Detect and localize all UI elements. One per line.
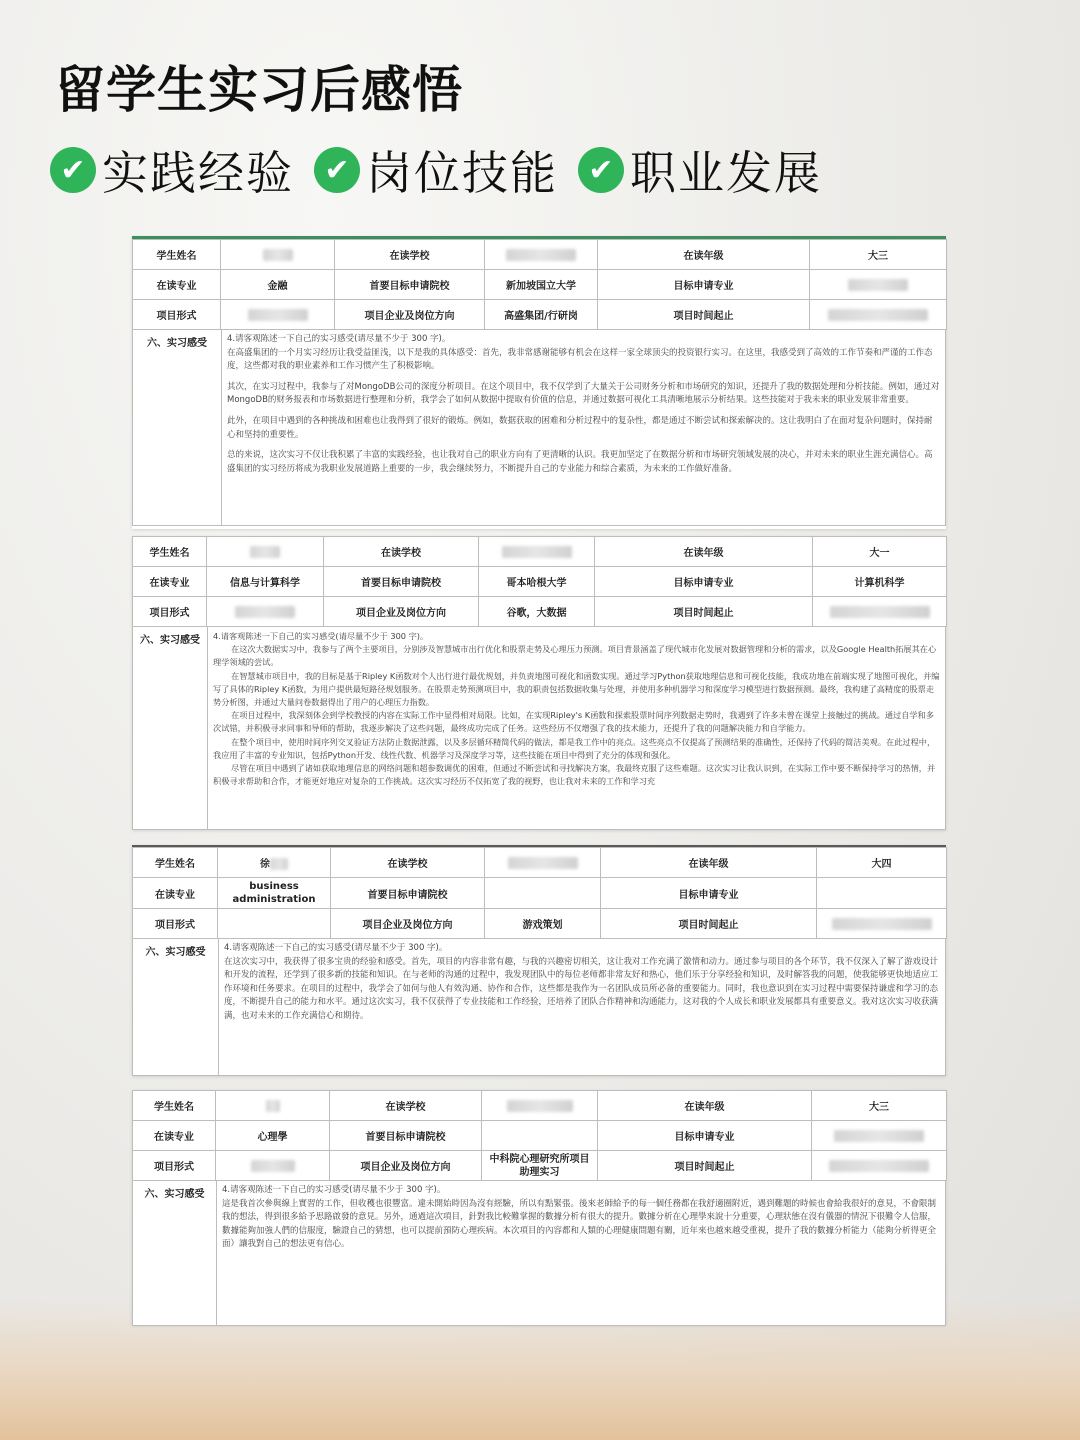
student-name-label: 学生姓名 [133,848,218,878]
section-label: 六、实习感受 [133,330,222,525]
paragraph: 在智慧城市项目中，我的目标是基于Ripley K函数对个人出行进行最优规划，并负责地图可视化和函数实现。通过学习Python获取地理信息和可视化技能，我成功地在前端实现了地图可视化，并编写了具体的Ripley K函数，为用户提供最短路径规划服务。在股票走势预测项目中，我的职责包括数据收集与处理，并使用多种机器学习和深度学习模型进行数据预测。最终，我构建了高精度的股票走势分析图，并通过大量问卷数据得出了用户的心理压力指数。 [213,670,940,708]
internship-feeling-section [132,627,946,830]
major-value: 信息与计算科学 [207,567,324,597]
grade-label: 在读年级 [595,537,813,567]
target-school-label: 首要目标申请院校 [335,270,485,300]
paragraph: 总的来说，这次实习不仅让我积累了丰富的实践经验，也让我对自己的职业方向有了更清晰的认识。我更加坚定了在数据分析和市场研究领域发展的决心，并对未来的职业生涯充满信心。高盛集团的实习经历将成为我职业发展道路上重要的一步，我会继续努力，不断提升自己的专业能力和综合素质，为未来的工作做好准备。 [227,450,933,474]
major-label: 在读专业 [133,270,221,300]
tag-label: 职业发展 [630,146,822,200]
target-major-value [817,878,947,909]
major-label: 在读专业 [133,878,218,909]
check-icon: ✔ [50,147,96,193]
paragraph: 在这次大数据实习中，我参与了两个主要项目，分别涉及智慧城市出行优化和股票走势及心理压力预测。项目背景涵盖了现代城市化发展对数据管理和分析的需求，以及Google Health拓展其在心理学领域的尝试。 [213,644,937,668]
school-value [485,848,601,878]
grade-label: 在读年级 [601,848,817,878]
prompt-text: 4.请客观陈述一下自己的实习感受(请尽量不少于 300 字)。 [213,631,429,641]
student-name-label: 学生姓名 [133,537,207,567]
grade-value: 大一 [813,537,947,567]
internship-feeling-section [132,330,946,526]
prompt-text: 4.请客观陈述一下自己的实习感受(请尽量不少于 300 字)。 [222,1185,446,1195]
target-major-label: 目标申请专业 [598,270,810,300]
redacted-mark [508,857,578,869]
student-name-value [221,240,335,270]
project-type-label: 项目形式 [133,597,207,627]
student-info-table [132,847,947,939]
time-label: 项目时间起止 [598,1151,812,1181]
company-label: 项目企业及岗位方向 [324,597,479,627]
target-major-label: 目标申请专业 [595,567,813,597]
prompt-text: 4.请客观陈述一下自己的实习感受(请尽量不少于 300 字)。 [227,334,451,344]
tag-label: 岗位技能 [366,146,558,200]
redacted-mark [248,309,308,321]
time-value [810,300,947,330]
redacted-mark [250,546,280,558]
paragraph: 這是我首次參與線上實習的工作，但收穫也很豐富。違未開始時因為沒有經驗，所以有點緊張。後來老師給予的每一個任務都在我舒適圈附近，遇到難題的時候也會給我很好的意見，不會限制我的想法，得到很多給予思路啟發的意見。另外，通過這次項目，針對我比較難掌握的數據分析有很大的提升。數據分析在心理學來說十分重要，心理狀態在沒有儀器的情況下很難令人信服，數據能夠加強人們的信服度，驗證自己的猜想，也可以提前預防心理疾病。本次項目的內容都和人類的心理健康問題有關，近年來也越來越受重視，提升了我的數據分析能力（能夠分析得更全面）讓我對自己的想法更有信心。 [222,1198,937,1250]
company-value: 谷歌，大数据 [479,597,595,627]
target-major-value [810,270,947,300]
student-name-value [216,1091,330,1121]
redacted-mark [235,606,295,618]
school-value [485,240,598,270]
section-label: 六、实习感受 [133,1181,217,1325]
internship-feeling-section [132,939,946,1076]
check-icon: ✔ [578,147,624,193]
redacted-mark [830,606,930,618]
student-name-value: 徐 [218,848,331,878]
major-value: business administration [218,878,331,909]
time-value [817,909,947,939]
paragraph: 在整个项目中，使用时间序列交叉验证方法防止数据泄露，以及多层循环精简代码的做法，都是我工作中的亮点。这些亮点不仅提高了预测结果的准确性，还保持了代码的简洁美观。在此过程中，我应用了丰富的专业知识，包括Python开发、线性代数、机器学习及深度学习等，这些技能在项目中得到了充分的体现和强化。 [213,736,936,760]
company-label: 项目企业及岗位方向 [331,909,485,939]
company-value: 中科院心理研究所项目助理实习 [482,1151,598,1181]
paragraph: 尽管在项目中遇到了诸如获取地理信息的网络问题和超参数调优的困难，但通过不断尝试和寻找解决方案，我最终克服了这些难题。这次实习让我认识到，在实际工作中要不断保持学习的热情，并积极寻求帮助和合作，才能更好地应对复杂的工作挑战。这次实习经历不仅拓宽了我的视野，也让我对未来的工作和学习充 [213,763,936,787]
school-label: 在读学校 [330,1091,482,1121]
company-label: 项目企业及岗位方向 [330,1151,482,1181]
page-title: 留学生实习后感悟 [55,61,463,119]
internship-form-card-2 [132,536,946,830]
time-value [813,597,947,627]
time-value [812,1151,947,1181]
project-type-value [216,1151,330,1181]
student-info-table [132,1090,947,1181]
grade-value: 大四 [817,848,947,878]
grade-label: 在读年级 [598,1091,812,1121]
company-value: 游戏策划 [485,909,601,939]
company-value: 高盛集团/行研岗 [485,300,598,330]
target-major-label: 目标申请专业 [601,878,817,909]
target-school-label: 首要目标申请院校 [324,567,479,597]
time-label: 项目时间起止 [598,300,810,330]
target-school-value [485,878,601,909]
paragraph: 在这次实习中，我获得了很多宝贵的经验和感受。首先，项目的内容非常有趣，与我的兴趣密切相关，这让我对工作充满了激情和动力。通过参与项目的各个环节，我不仅深入了解了游戏设计和开发的流程，还学到了很多新的技能和知识。在与老师的沟通的过程中，我发现团队中的每位老师都非常友好和热心，他们乐于分享经验和知识，及时解答我的问题，使我能够更快地适应工作环境和任务要求。在项目的过程中，我学会了如何与他人有效沟通、协作和合作，这些都是我作为一名团队成员所必备的重要能力。同时，我也意识到在实习过程中需要保持谦虚和学习的态度，不断提升自己的能力和水平。通过这次实习，我不仅获得了专业技能和工作经验，还培养了团队合作精神和沟通能力，这对我的个人成长和职业发展都具有重要意义。我对这次实习收获满满，也对未来的工作充满信心和期待。 [224,956,939,1021]
redacted-mark [848,279,908,291]
grade-label: 在读年级 [598,240,810,270]
tag-job-skills [314,137,558,203]
redacted-mark [507,1100,573,1112]
project-type-label: 项目形式 [133,909,218,939]
student-name-value [207,537,324,567]
time-label: 项目时间起止 [595,597,813,627]
project-type-value [221,300,335,330]
tag-label: 实践经验 [102,146,294,200]
section-body [217,1181,945,1325]
redacted-mark [832,918,932,930]
redacted-mark [834,1130,924,1142]
target-major-value [812,1121,947,1151]
paragraph: 在项目过程中，我深刻体会到学校教授的内容在实际工作中显得相对局限。比如，在实现Ripley's K函数和探索股票时间序列数据走势时，我遇到了许多未曾在课堂上接触过的挑战。通过自学和多次试错，并积极寻求同事和导师的帮助，我逐步解决了这些问题，最终成功完成了任务。这些经历不仅增强了我的技术能力，还提升了我的问题解决能力和自学能力。 [213,710,934,734]
internship-form-card-3 [132,845,946,1076]
redacted-mark [828,309,928,321]
tag-row [50,140,842,200]
section-body [219,939,945,1075]
target-school-label: 首要目标申请院校 [331,878,485,909]
internship-feeling-section [132,1181,946,1326]
target-major-value: 计算机科学 [813,567,947,597]
project-type-label: 项目形式 [133,300,221,330]
school-value [479,537,595,567]
project-type-label: 项目形式 [133,1151,216,1181]
student-name-label: 学生姓名 [133,1091,216,1121]
check-icon: ✔ [314,147,360,193]
grade-value: 大三 [812,1091,947,1121]
internship-form-card-1 [132,236,946,529]
internship-form-card-4 [132,1090,946,1325]
school-label: 在读学校 [335,240,485,270]
paragraph: 此外，在项目中遇到的各种挑战和困难也让我得到了很好的锻炼。例如，数据获取的困难和分析过程中的复杂性，都是通过不断尝试和探索解决的。这让我明白了在面对复杂问题时，保持耐心和坚持的重要性。 [227,415,933,440]
target-school-value: 哥本哈根大学 [479,567,595,597]
company-label: 项目企业及岗位方向 [335,300,485,330]
student-info-table [132,239,947,330]
section-label: 六、实习感受 [133,627,208,829]
section-body [208,627,945,829]
target-school-value: 新加坡国立大学 [485,270,598,300]
grade-value: 大三 [810,240,947,270]
target-school-label: 首要目标申请院校 [330,1121,482,1151]
student-info-table [132,536,947,627]
redacted-mark [263,249,293,261]
redacted-mark [829,1160,929,1172]
paragraph: 其次，在实习过程中，我参与了对MongoDB公司的深度分析项目。在这个项目中，我不仅学到了大量关于公司财务分析和市场研究的知识，还提升了我的数据处理和分析技能。例如，通过对MongoDB的财务报表和市场数据进行整理和分析，我学会了如何从数据中提取有价值的信息，并通过数据可视化工具清晰地展示分析结果。这些技能对于我未来的职业发展非常重要。 [227,381,940,406]
redacted-mark [502,546,572,558]
section-label: 六、实习感受 [133,939,219,1075]
tag-career-development [578,137,822,203]
school-label: 在读学校 [324,537,479,567]
project-type-value [207,597,324,627]
redacted-mark [270,858,288,870]
project-type-value [218,909,331,939]
prompt-text: 4.请客观陈述一下自己的实习感受(请尽量不少于 300 字)。 [224,943,448,953]
redacted-mark [506,249,576,261]
target-school-value [482,1121,598,1151]
major-label: 在读专业 [133,567,207,597]
redacted-mark [266,1100,280,1112]
time-label: 项目时间起止 [601,909,817,939]
student-name-label: 学生姓名 [133,240,221,270]
redacted-mark [251,1160,295,1172]
major-value: 金融 [221,270,335,300]
major-label: 在读专业 [133,1121,216,1151]
tag-practice-experience [50,137,294,203]
school-label: 在读学校 [331,848,485,878]
section-body [222,330,945,525]
target-major-label: 目标申请专业 [598,1121,812,1151]
major-value: 心理學 [216,1121,330,1151]
paragraph: 在高盛集团的一个月实习经历让我受益匪浅，以下是我的具体感受：首先，我非常感谢能够有机会在这样一家全球顶尖的投资银行实习。在这里，我感受到了高效的工作节奏和严谨的工作态度，这些都对我的职业素养和工作习惯产生了积极影响。 [227,347,933,372]
school-value [482,1091,598,1121]
